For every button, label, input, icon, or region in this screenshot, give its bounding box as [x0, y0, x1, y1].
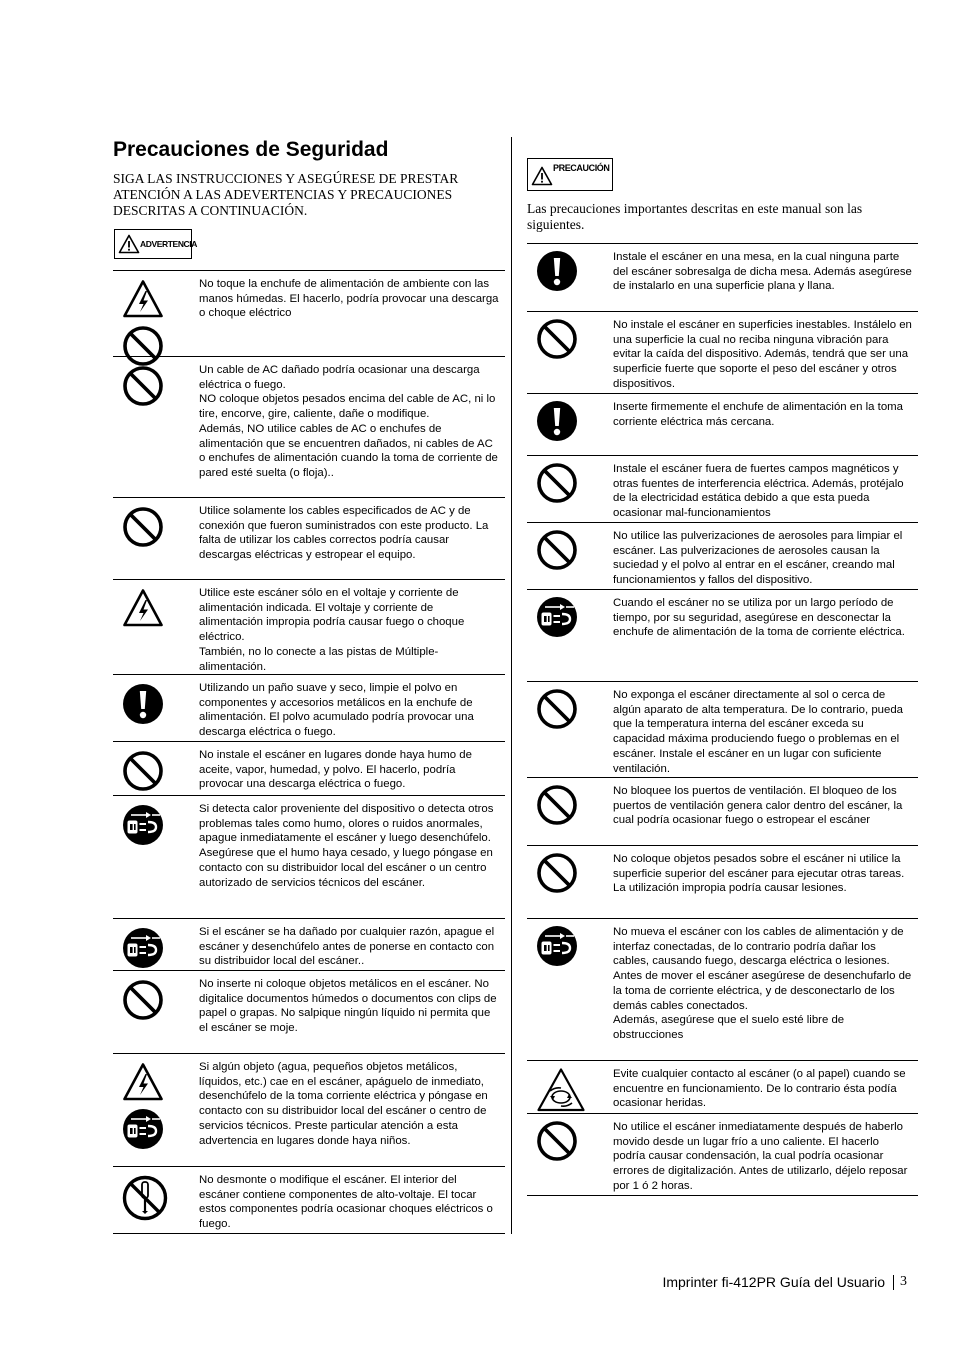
row-icons	[122, 1062, 164, 1156]
row-icons	[122, 804, 164, 852]
caution-row	[527, 778, 918, 846]
manual-title: Imprinter fi-412PR Guía del Usuario	[662, 1274, 885, 1290]
prohibited-icon	[536, 688, 578, 730]
warning-row	[113, 498, 505, 580]
row-text: Inserte firmemente el enchufe de alimentación en la toma corriente eléctrica más cercana.	[613, 401, 903, 428]
warning-row	[113, 1054, 505, 1167]
no-disassembly-icon	[122, 1175, 168, 1221]
row-text: Utilice solamente los cables especificados de AC y de conexión que fueron suministrados con este producto. La falta de utilizar los cables correctos podría causar descargas eléctricas y estropear el equipo.	[199, 505, 489, 562]
row-icons	[122, 365, 164, 413]
caution-row	[527, 312, 918, 394]
prohibited-icon	[536, 318, 578, 360]
mandatory-icon	[536, 250, 578, 292]
row-icons	[536, 400, 578, 448]
warnings-column	[113, 138, 505, 1231]
cautions-table	[527, 243, 918, 1196]
page-footer	[662, 1273, 907, 1291]
warning-row	[113, 796, 505, 919]
warning-row	[113, 971, 505, 1054]
unplug-icon	[536, 596, 578, 638]
prohibited-icon	[536, 852, 578, 894]
page-title: Precauciones de Seguridad	[113, 138, 389, 161]
row-icons	[122, 683, 164, 731]
warning-row	[113, 742, 505, 796]
mandatory-icon	[536, 400, 578, 442]
mandatory-icon	[122, 683, 164, 725]
prohibited-icon	[122, 365, 164, 407]
warning-label	[114, 229, 197, 259]
row-icons	[536, 462, 578, 510]
warning-row	[113, 580, 505, 675]
prohibited-icon	[122, 750, 164, 792]
caution-row	[527, 590, 918, 682]
caution-row	[527, 456, 918, 523]
row-icons	[122, 750, 164, 798]
prohibited-icon	[536, 529, 578, 571]
row-text: Si detecta calor proveniente del dispositivo o detecta otros problemas tales como humo, olores o ruidos anormales, apague inmediatamente el escáner y luego desenchúfelo. Asegúrese que el humo haya cesado, y luego póngase en contacto con su distribuidor local del escáner o un centro autorizado de servicios técnicos del escáner.	[199, 803, 494, 889]
warning-row	[113, 1167, 505, 1234]
row-text: No exponga el escáner directamente al sol o cerca de algún aparato de alta temperatura. De lo contrario, pueda que la temperatura interna del escáner exceda su capacidad máxima produciendo fuego o problemas en el escáner. Instale el escáner en un lugar con suficiente ventilación.	[613, 689, 904, 775]
row-icons	[122, 506, 164, 554]
row-text: Utilice este escáner sólo en el voltaje y corriente de alimentación indicada. El voltaje y corriente de alimentación impropia podría causar fuego o choque eléctrico. También, no lo conecte a las pistas de Múltiple-alimentación.	[199, 587, 465, 673]
row-icons	[536, 1120, 578, 1168]
warning-row	[113, 919, 505, 971]
row-icons	[122, 588, 164, 634]
column-divider	[511, 137, 512, 1234]
warning-row	[113, 271, 505, 357]
prohibited-icon	[122, 979, 164, 1021]
row-text: Un cable de AC dañado podría ocasionar una descarga eléctrica o fuego. NO coloque objetos pesados encima del cable de AC, ni lo tire, encorve, gire, caliente, dañe o modifique. Además, NO utilice cables de AC o enchufes de alimentación que se encuentren dañados, ni cables de AC o enchufes de alimentación cuando la toma de corriente de pared esté suelta (o floja)..	[199, 364, 498, 479]
caution-row	[527, 394, 918, 456]
caution-row	[527, 523, 918, 590]
electric-shock-icon	[122, 588, 164, 628]
unplug-icon	[122, 1108, 164, 1150]
warning-row	[113, 357, 505, 498]
unplug-icon	[536, 925, 578, 967]
row-icons	[536, 318, 578, 366]
row-text: Si algún objeto (agua, pequeños objetos metálicos, líquidos, etc.) cae en el escáner, apáguelo de inmediato, desenchúfelo de la toma corriente eléctrica y póngase en contacto con su distribuidor local del escáner o centro de servicios técnicos. Preste particular atención a esta advertencia en lugares donde haya niños.	[199, 1061, 488, 1147]
electric-shock-icon	[122, 279, 164, 319]
row-icons	[122, 1175, 164, 1227]
caution-row	[527, 682, 918, 778]
row-text: No utilice el escáner inmediatamente después de haberlo movido desde un lugar frío a uno caliente. El hacerlo podría causar condensación, la cual podría ocasionar errores de digitalización. Antes de utilizarlo, déjelo reposar por 1 ó 2 horas.	[613, 1121, 908, 1192]
warnings-table	[113, 270, 505, 1234]
footer-separator	[893, 1275, 894, 1290]
row-text: No instale el escáner en lugares donde haya humo de aceite, vapor, humedad, y polvo. El hacerlo, podría provocar una descarga eléctrica o fuego.	[199, 749, 472, 791]
caution-label	[527, 158, 613, 191]
prohibited-icon	[536, 784, 578, 826]
row-text: No utilice las pulverizaciones de aerosoles para limpiar el escáner. Las pulverizaciones de aerosoles causan la suciedad y el polvo al entrar en el escáner, creando mal funcionamientos y fallos del dispositivo.	[613, 530, 903, 587]
row-icons	[536, 852, 578, 900]
row-icons	[536, 688, 578, 736]
row-text: Evite cualquier contacto al escáner (o al papel) cuando se encuentre en funcionamiento. De lo contrario ésta podía ocasionar heridas.	[613, 1068, 906, 1110]
caution-row	[527, 1114, 918, 1196]
intro-text: SIGA LAS INSTRUCCIONES Y ASEGÚRESE DE PRESTAR ATENCIÓN A LAS ADEVERTENCIAS Y PRECAUCIONES DESCRITAS A CONTINUACIÓN.	[113, 171, 459, 218]
prohibited-icon	[122, 506, 164, 548]
caution-row	[527, 919, 918, 1061]
row-text: Cuando el escáner no se utiliza por un largo período de tiempo, por su seguridad, asegúrese en desconectar la enchufe de alimentación de la toma de corriente eléctrica.	[613, 597, 905, 639]
row-text: No mueva el escáner con los cables de alimentación y de interfaz conectadas, de lo contrario podría dañar los cables, causando fuego, descarga eléctrica o lesiones. Antes de mover el escáner asegúrese de desenchufarlo de la toma de corriente eléctrica, y de desconectarlo de los demás cables conectados. Además, asegúrese que el suelo esté libre de obstrucciones	[613, 926, 912, 1041]
row-icons	[536, 596, 578, 644]
prohibited-icon	[536, 462, 578, 504]
warning-row	[113, 675, 505, 742]
caution-row	[527, 244, 918, 312]
row-icons	[122, 979, 164, 1027]
warning-label-text: ADVERTENCIA	[140, 239, 197, 249]
row-text: Si el escáner se ha dañado por cualquier razón, apague el escáner y desenchúfelo antes de ponerse en contacto con su distribuidor local del escáner..	[199, 926, 495, 968]
row-text: No instale el escáner en superficies inestables. Instálelo en una superficie la cual no reciba ninguna vibración para evitar la caída del dispositivo. Además, tendrá que ser una superficie fuerte que soporte el peso del escáner y otros dispositivos.	[613, 319, 912, 390]
row-text: Utilizando un paño suave y seco, limpie el polvo en componentes y accesorios metálicos en la enchufe de alimentación. El polvo acumulado podría provocar una descarga eléctrica o fuego.	[199, 682, 474, 739]
caution-row	[527, 846, 918, 919]
row-icons	[122, 927, 164, 975]
row-text: Instale el escáner en una mesa, en la cual ninguna parte del escáner sobresalga de dicha mesa. Además asegúrese de instalarlo en una superficie plana y llana.	[613, 251, 912, 293]
warning-triangle-icon	[531, 166, 553, 186]
unplug-icon	[122, 804, 164, 846]
unplug-icon	[122, 927, 164, 969]
row-icons	[536, 925, 578, 973]
row-icons	[536, 784, 578, 832]
caution-label-text: PRECAUCIÓN	[553, 163, 610, 173]
row-text: No desmonte o modifique el escáner. El interior del escáner contiene componentes de alto-voltaje. El tocar estos componentes podría ocasionar choques eléctricos o fuego.	[199, 1174, 493, 1231]
row-icons	[536, 250, 578, 298]
entanglement-icon	[536, 1067, 586, 1113]
row-text: No bloquee los puertos de ventilación. El bloqueo de los puertos de ventilación genera calor dentro del escáner, la cual podría ocasionar fuego o estropear el escáner	[613, 785, 903, 827]
row-text: No coloque objetos pesados sobre el escáner ni utilice la superficie superior del escáner para ejecutar otras tareas. La utilización impropia podría causar lesiones.	[613, 853, 905, 895]
caution-row	[527, 1061, 918, 1114]
row-text: Instale el escáner fuera de fuertes campos magnéticos y otras fuentes de interferencia eléctrica. Además, protéjalo de la electricidad estática debido a que esta pueda ocasionar mal-funcionamientos	[613, 463, 904, 520]
row-text: No inserte ni coloque objetos metálicos en el escáner. No digitalice documentos húmedos o documentos con clips de papel o grapas. No salpique ningún líquido ni permita que el escáner se moje.	[199, 978, 497, 1035]
row-text: No toque la enchufe de alimentación de ambiente con las manos húmedas. El hacerlo, podría provocar una descarga o choque eléctrico	[199, 278, 499, 320]
prohibited-icon	[536, 1120, 578, 1162]
electric-shock-icon	[122, 1062, 164, 1102]
warning-triangle-icon	[118, 234, 140, 254]
row-icons	[536, 1067, 578, 1119]
row-icons	[536, 529, 578, 577]
caution-intro-text: Las precauciones importantes descritas en este manual son las siguientes.	[527, 201, 863, 232]
page-number: 3	[900, 1274, 907, 1289]
